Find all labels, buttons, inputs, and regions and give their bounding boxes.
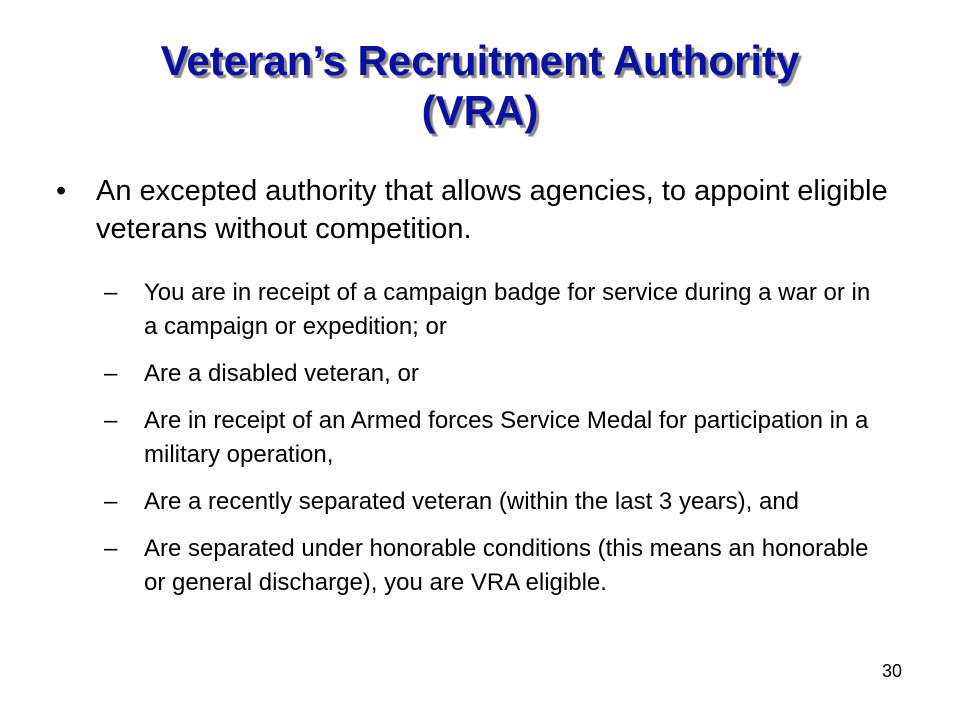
sub-bullet-item: [104, 276, 884, 344]
sub-bullet-item: [104, 357, 884, 391]
slide-title: [60, 36, 900, 136]
page-number: 30: [881, 661, 902, 681]
slide-title-line-1: Veteran’s Recruitment Authority: [160, 37, 800, 84]
sub-bullet-text: You are in receipt of a campaign badge for service during a war or in a campaign or expedition; or: [144, 279, 871, 340]
sub-bullet-text: Are a disabled veteran, or: [144, 360, 419, 387]
dash-marker: –: [104, 360, 118, 387]
sub-bullet-text: Are a recently separated veteran (within the last 3 years), and: [144, 488, 800, 515]
main-bullet: [56, 172, 916, 248]
main-bullet-text: An excepted authority that allows agencies, to appoint eligible veterans without competition.: [96, 175, 888, 245]
sub-bullet-text: Are in receipt of an Armed forces Service Medal for participation in a military operation,: [144, 407, 869, 468]
sub-bullet-list: [104, 276, 884, 613]
dash-marker: –: [104, 407, 118, 434]
dash-marker: –: [104, 535, 118, 562]
sub-bullet-item: [104, 485, 884, 519]
sub-bullet-text: Are separated under honorable conditions (this means an honorable or general discharge), you are VRA eligible.: [144, 535, 869, 596]
sub-bullet-item: [104, 532, 884, 600]
bullet-marker: •: [56, 175, 67, 207]
dash-marker: –: [104, 279, 118, 306]
dash-marker: –: [104, 488, 118, 515]
sub-bullet-item: [104, 404, 884, 472]
slide-title-line-2: (VRA): [421, 87, 539, 134]
